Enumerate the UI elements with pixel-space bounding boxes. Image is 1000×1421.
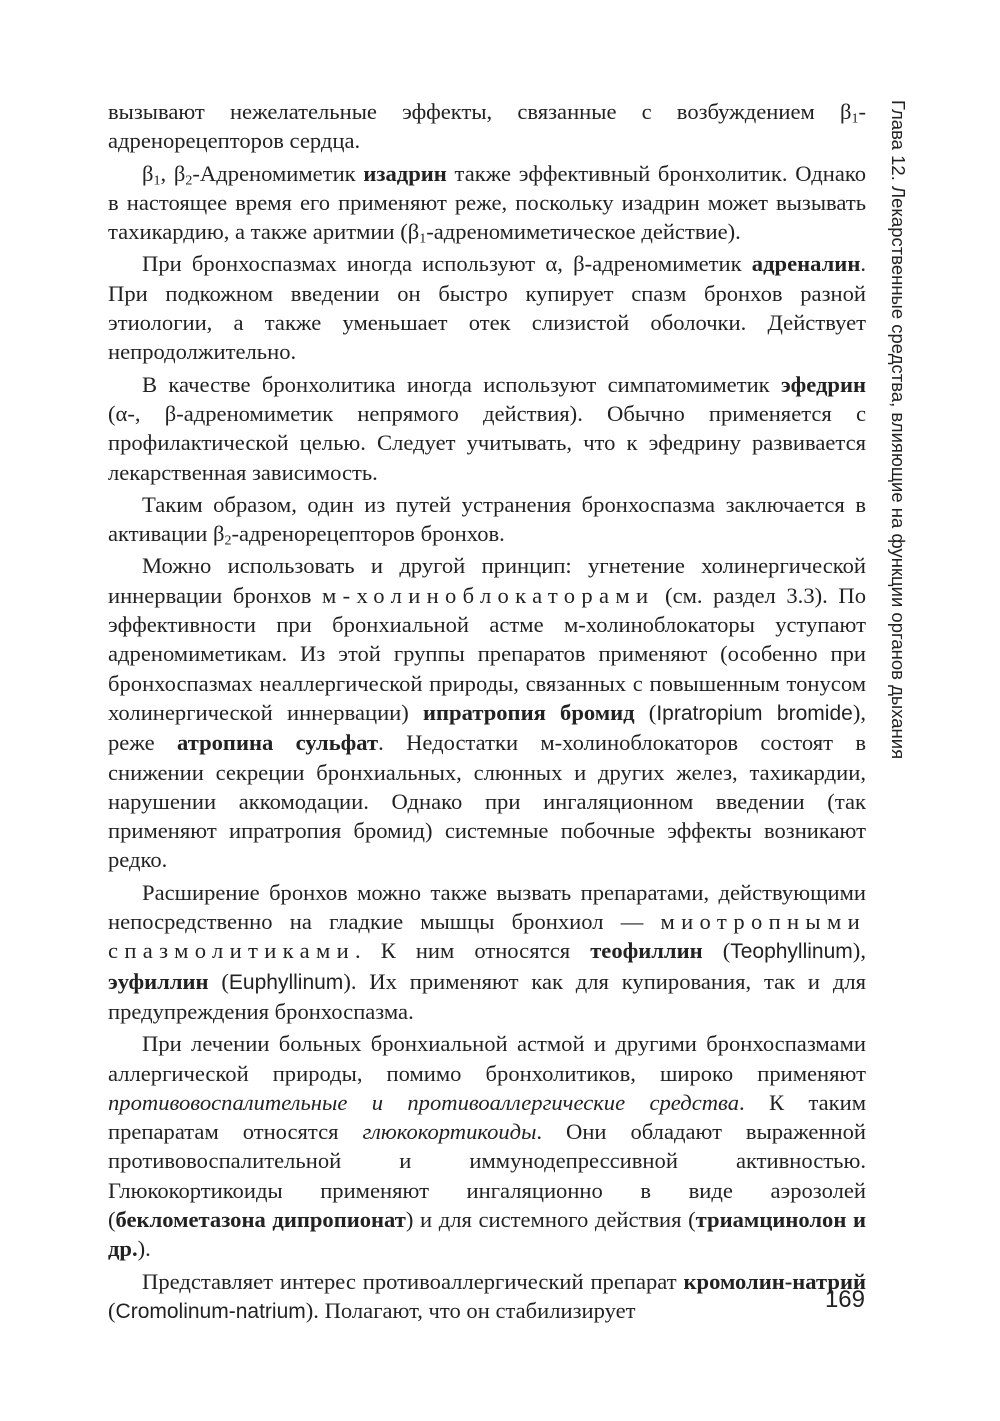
drug-name-bold: эуфиллин [108,968,209,994]
text-run: также эффективный бронхолитик. Однако в настоящее время его применяют реже, поскольку изадрин может вызывать тахикардию, а также аритмии (β [108,160,866,245]
text-run: Таким образом, один из путей устранения бронхоспазма заключается в активации β [108,491,866,547]
text-run: (α-, β-адреномиметик непрямого действия). Обычно применяется с профилактической целью. Следует учитывать, что к эфедрину развивается лекарственная зависимость. [108,400,866,485]
page-number: 169 [824,1286,865,1313]
text-run: . Недостатки м-холиноблокаторов состоят в снижении секреции бронхиальных, слюнных и других желез, тахикардии, нарушении аккомодации. Однако при ингаляционном введении (так применяют ипратропия бромид) системные побочные эффекты возникают редко. [108,730,866,873]
text-run: При лечении больных бронхиальной астмой и другими бронхоспазмами аллергической природы, помимо бронхолитиков, широко применяют [108,1031,866,1086]
paragraph-9 [108,1267,866,1327]
text-run: -адреномиметическое действие). [426,219,741,245]
subscript: 2 [185,173,193,189]
paragraph-8 [108,1029,866,1263]
latin-name: Euphyllinum [228,970,344,994]
text-run: Представляет интерес противоаллергический препарат [142,1268,684,1294]
drug-name-bold: изадрин [363,160,447,186]
paragraph-1 [108,97,866,156]
drug-name-bold: атропина сульфат [176,730,379,756]
drug-name-bold: ипратропия бромид [423,699,635,725]
text-run: -Адреномиметик [192,160,364,186]
subscript: 1 [153,173,161,189]
text-run: Можно использовать и другой принцип: угнетение холинергической иннервации бронхов [108,553,866,608]
text-run: ). Полагают, что он стабилизирует [305,1297,636,1323]
latin-name: Cromolinum-natrium [115,1299,306,1323]
text-run: . Они обладают выраженной противовоспалительной и иммунодепрессивной активностью. Глюкокортикоиды применяют ингаляционно в виде аэрозолей ( [108,1119,866,1232]
text-run: ). Их применяют как для купирования, так и для предупреждения бронхоспазма. [108,968,866,1024]
text-run: ), реже [108,699,866,756]
running-head: Глава 12. Лекарственные средства, влияющие на функции органов дыхания [888,100,909,760]
text-run: ( [702,938,731,964]
text-run: β [142,160,154,186]
drug-name-bold: триамцинолон и др. [108,1206,866,1262]
spaced-term: миотропными спазмолитиками [108,909,866,964]
text-run: ( [108,1297,116,1323]
paragraph-3 [108,249,866,366]
text-run: -адренорецепторов бронхов. [231,521,505,547]
drug-name-bold: теофиллин [590,938,703,964]
paragraph-6 [108,551,866,874]
text-run: . К ним относятся [355,938,591,964]
text-run: В качестве бронхолитика иногда используют симпатомиметик [142,371,781,397]
text-run: . К таким препаратам относятся [108,1089,866,1145]
paragraph-5 [108,490,866,549]
paragraph-4 [108,370,866,487]
drug-name-bold: адреналин [751,251,861,277]
drug-name-bold: беклометазона дипропионат [115,1206,406,1232]
text-run: ( [208,968,229,994]
text-run: При бронхоспазмах иногда используют α, β-адреномиметик [142,251,752,277]
text-run: (см. раздел 3.3). По эффективности при бронхиальной астме м-холиноблокаторы уступают адреномиметикам. Из этой группы препаратов применяют (особенно при бронхоспазмах неаллергической природы, связанных с повышенным тонусом холинергической иннервации) [108,582,866,725]
text-run: Расширение бронхов можно также вызвать препаратами, действующими непосредственно на гладкие мышцы бронхиол — [108,879,866,935]
drug-name-bold: кромолин-натрий [683,1268,866,1294]
text-run: ). [137,1236,151,1262]
text-run: , β [160,160,186,186]
paragraph-2 [108,159,866,247]
text-run: ( [634,699,657,725]
subscript: 1 [851,111,859,127]
drug-name-bold: эфедрин [780,371,866,397]
subscript: 2 [224,533,232,549]
text-run: ) и для системного действия ( [405,1206,696,1232]
italic-term: противовоспалительные и противоаллергические средства [108,1089,739,1115]
italic-term: глюкокортикоиды [362,1119,537,1145]
spaced-term: м-холиноблокаторами [322,582,655,608]
page-body [108,97,866,1329]
latin-name: Ipratropium bromide [656,701,853,725]
text-run: -адренорецепторов сердца. [108,99,866,154]
paragraph-7 [108,878,866,1026]
latin-name: Teophyllinum [730,940,853,964]
text-run: ), [852,938,866,964]
subscript: 1 [419,231,427,247]
text-run: . При подкожном введении он быстро купирует спазм бронхов разной этиологии, а также уменьшает отек слизистой оболочки. Действует непродолжительно. [108,251,866,365]
text-run: вызывают нежелательные эффекты, связанные с возбуждением β [108,99,852,124]
